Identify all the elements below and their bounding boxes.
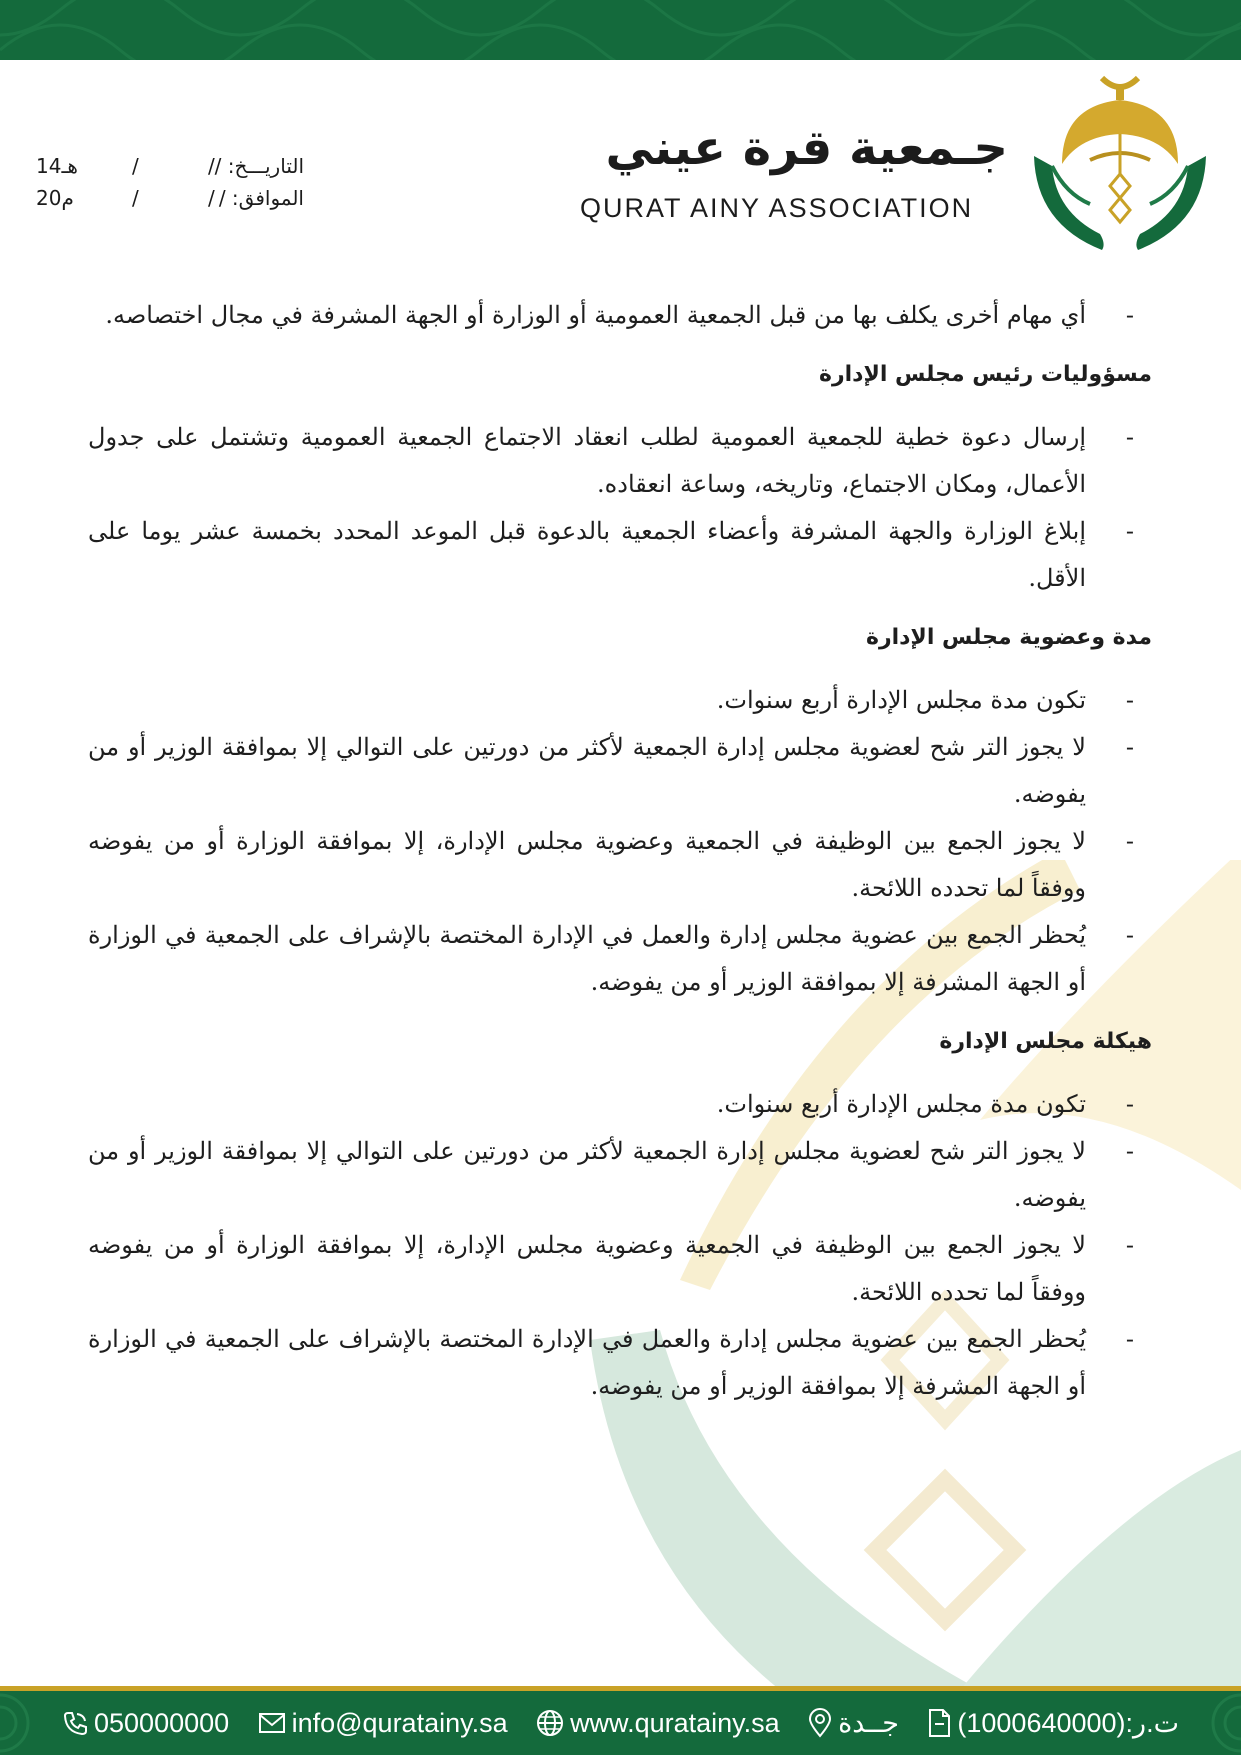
intro-list — [88, 292, 1152, 339]
hijri-date-row — [36, 154, 304, 182]
association-logo-icon — [1030, 74, 1210, 254]
gregorian-date-row — [36, 186, 304, 214]
list-item: - تكون مدة مجلس الإدارة أربع سنوات. — [88, 677, 1152, 724]
list-item: - يُحظر الجمع بين عضوية مجلس إدارة والعمل في الإدارة المختصة بالإشراف على الجمعية في الوزارة أو الجهة المشرفة إلا بموافقة الوزير أو من يفوضه. — [88, 912, 1152, 1006]
list-item: - أي مهام أخرى يكلف بها من قبل الجمعية العمومية أو الوزارة أو الجهة المشرفة في مجال اختصاصه. — [88, 292, 1152, 339]
footer-city-text: جــدة — [838, 1707, 899, 1738]
date-separator: / — [132, 186, 139, 210]
document-icon — [927, 1708, 951, 1738]
date-separator: / — [208, 154, 215, 178]
section-list — [88, 414, 1152, 602]
hijri-year: 14هـ — [36, 154, 78, 178]
list-item: - لا يجوز الجمع بين الوظيفة في الجمعية وعضوية مجلس الإدارة، إلا بموافقة الوزارة أو من يفوضه ووفقاً لما تحدده اللائحة. — [88, 818, 1152, 912]
footer-cr-text: ت.ر:(1000640000) — [957, 1707, 1179, 1738]
footer-location — [808, 1708, 899, 1739]
hijri-date-label: التاريـــخ: / — [214, 154, 304, 178]
gregorian-date-label: الموافق: / — [218, 186, 304, 210]
section-title: مدة وعضوية مجلس الإدارة — [865, 625, 1152, 650]
list-item: - إبلاغ الوزارة والجهة المشرفة وأعضاء الجمعية بالدعوة قبل الموعد المحدد بخمسة عشر يوما على الأقل. — [88, 508, 1152, 602]
document-body — [88, 292, 1152, 1410]
list-item: - لا يجوز الجمع بين الوظيفة في الجمعية وعضوية مجلس الإدارة، إلا بموافقة الوزارة أو من يفوضه ووفقاً لما تحدده اللائحة. — [88, 1222, 1152, 1316]
footer-email-text: info@quratainy.sa — [291, 1707, 508, 1738]
association-name-english: QURAT AINY ASSOCIATION — [580, 193, 974, 223]
footer-email[interactable] — [258, 1708, 508, 1739]
list-item: - لا يجوز التر شح لعضوية مجلس إدارة الجمعية لأكثر من دورتين على التوالي إلا بموافقة الوزير أو من يفوضه. — [88, 1128, 1152, 1222]
footer-commercial-register — [927, 1708, 1179, 1739]
association-name-arabic: جـمعية قرة عيني — [605, 120, 1008, 176]
phone-icon — [62, 1710, 88, 1736]
band-pattern-icon — [0, 0, 1241, 60]
date-separator: / — [208, 186, 215, 210]
location-pin-icon — [808, 1708, 832, 1738]
footer-website[interactable] — [536, 1708, 780, 1739]
footer-contact-info — [62, 1691, 1179, 1755]
globe-icon — [536, 1709, 564, 1737]
list-item: - يُحظر الجمع بين عضوية مجلس إدارة والعمل في الإدارة المختصة بالإشراف على الجمعية في الوزارة أو الجهة المشرفة إلا بموافقة الوزير أو من يفوضه. — [88, 1316, 1152, 1410]
section-list — [88, 677, 1152, 1006]
footer-website-text: www.quratainy.sa — [570, 1707, 780, 1738]
list-item: - تكون مدة مجلس الإدارة أربع سنوات. — [88, 1081, 1152, 1128]
section-title: مسؤوليات رئيس مجلس الإدارة — [818, 362, 1152, 387]
list-item: - إرسال دعوة خطية للجمعية العمومية لطلب انعقاد الاجتماع الجمعية العمومية وتشتمل على جدول الأعمال، ومكان الاجتماع، وتاريخه، وساعة انعقاده. — [88, 414, 1152, 508]
gregorian-year: 20م — [36, 186, 74, 210]
envelope-icon — [258, 1712, 286, 1734]
section-list — [88, 1081, 1152, 1410]
list-item: - لا يجوز التر شح لعضوية مجلس إدارة الجمعية لأكثر من دورتين على التوالي إلا بموافقة الوزير أو من يفوضه. — [88, 724, 1152, 818]
footer-phone — [62, 1708, 229, 1739]
footer-ornament-icon — [0, 1691, 56, 1755]
top-decorative-band — [0, 0, 1241, 60]
section-title: هيكلة مجلس الإدارة — [939, 1029, 1152, 1054]
date-separator: / — [132, 154, 139, 178]
footer-ornament-icon — [1185, 1691, 1241, 1755]
footer-phone-text: 050000000 — [94, 1707, 230, 1738]
footer-bar — [0, 1691, 1241, 1755]
